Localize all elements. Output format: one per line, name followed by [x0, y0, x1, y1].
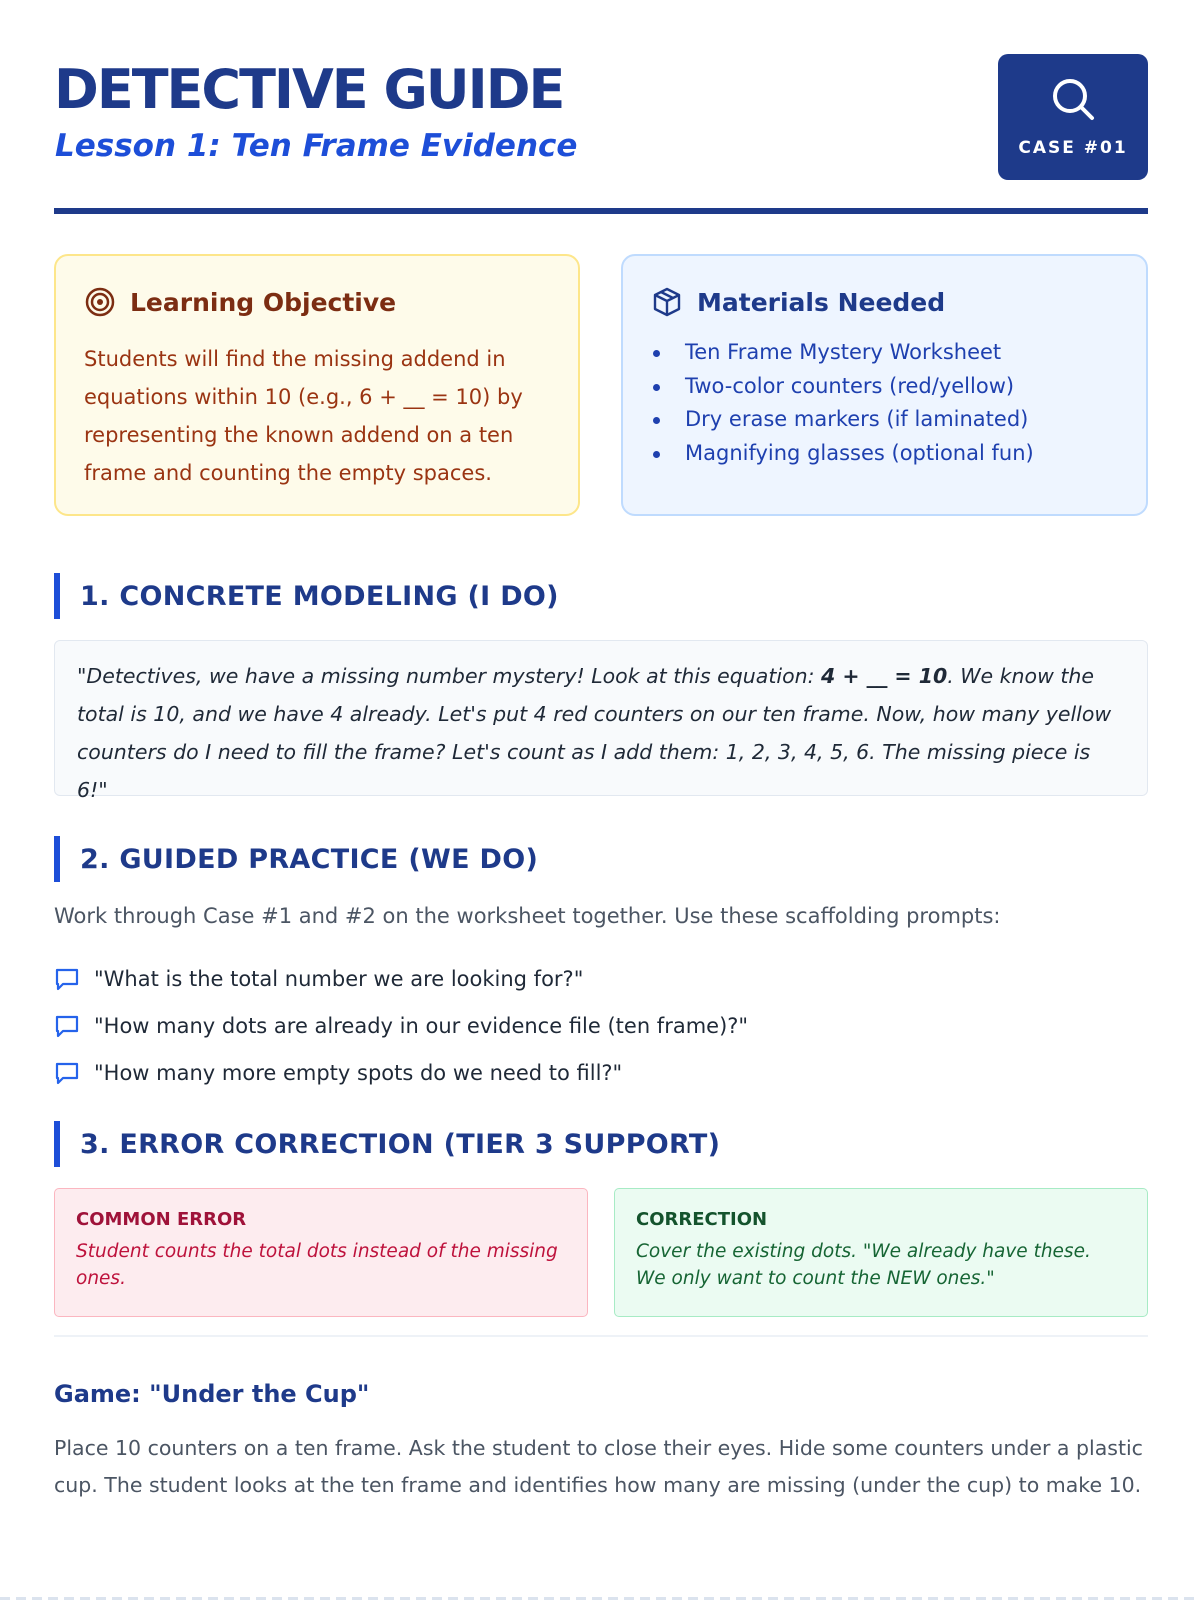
prompt-text: "How many dots are already in our evidence file (ten frame)?"	[94, 1013, 749, 1038]
correction-text: Cover the existing dots. "We already have these. We only want to count the NEW ones."	[636, 1241, 1091, 1289]
prompt-list	[54, 955, 748, 1096]
lesson-page	[54, 0, 1148, 1497]
section-divider	[54, 1335, 1148, 1337]
case-number: CASE #01	[1018, 138, 1128, 158]
materials-header	[651, 286, 945, 318]
objective-title: Learning Objective	[130, 287, 397, 317]
guided-intro: Work through Case #1 and #2 on the worksheet together. Use these scaffolding prompts:	[54, 904, 1001, 928]
script-equation: 4 + __ = 10	[821, 664, 948, 688]
section-heading-concrete	[54, 573, 559, 619]
script-text-before: "Detectives, we have a missing number mystery! Look at this equation:	[77, 664, 822, 688]
script-text-after: . We know the total is 10, and we have 4 already. Let's put 4 red counters on our ten frame. Now, how many yellow counters do I need to fill the frame? Let's count as I add them: 1, 2, 3, 4, 5, 6. The missing piece is 6!"	[77, 664, 1112, 802]
section-title: 3. ERROR CORRECTION (TIER 3 SUPPORT)	[80, 1128, 721, 1160]
teacher-script-box	[54, 640, 1148, 802]
common-error-text: Student counts the total dots instead of the missing ones.	[76, 1241, 558, 1289]
section-title: 2. GUIDED PRACTICE (WE DO)	[80, 843, 539, 875]
speech-bubble-icon	[54, 1013, 80, 1039]
learning-objective-card	[54, 254, 580, 516]
case-badge	[998, 54, 1148, 180]
list-item	[54, 1049, 748, 1096]
list-item: Two-color counters (red/yellow)	[653, 370, 1034, 404]
teacher-script	[77, 657, 1125, 809]
lesson-subtitle: Lesson 1: Ten Frame Evidence	[55, 128, 578, 164]
list-item	[54, 955, 748, 1002]
common-error-label: COMMON ERROR	[76, 1209, 247, 1230]
section-heading-errors	[54, 1121, 720, 1167]
list-item: Magnifying glasses (optional fun)	[653, 437, 1034, 471]
section-heading-guided	[54, 836, 538, 882]
game-text: Place 10 counters on a ten frame. Ask the student to close their eyes. Hide some counters under a plastic cup. The student looks at the ten frame and identifies how many are missing (under the cup) to make 10.	[54, 1436, 1143, 1497]
correction-box	[614, 1188, 1148, 1317]
correction-label: CORRECTION	[636, 1209, 768, 1230]
objective-text: Students will find the missing addend in equations within 10 (e.g., 6 + __ = 10) by representing the known addend on a ten frame and counting the empty spaces.	[84, 347, 523, 485]
objective-header	[84, 286, 396, 318]
speech-bubble-icon	[54, 966, 80, 992]
list-item: Dry erase markers (if laminated)	[653, 403, 1034, 437]
section-title: 1. CONCRETE MODELING (I DO)	[80, 580, 559, 612]
list-item	[54, 1002, 748, 1049]
materials-card	[621, 254, 1148, 516]
box-icon	[651, 286, 683, 318]
common-error-box	[54, 1188, 588, 1317]
page-title: DETECTIVE GUIDE	[54, 58, 564, 121]
header-divider	[54, 208, 1148, 214]
game-title: Game: "Under the Cup"	[54, 1380, 370, 1408]
speech-bubble-icon	[54, 1060, 80, 1086]
materials-title: Materials Needed	[697, 287, 946, 317]
list-item: Ten Frame Mystery Worksheet	[653, 336, 1034, 370]
materials-list	[653, 336, 1034, 470]
prompt-text: "How many more empty spots do we need to fill?"	[94, 1060, 623, 1085]
target-icon	[84, 286, 116, 318]
prompt-text: "What is the total number we are looking for?"	[94, 966, 584, 991]
page-header	[54, 0, 1148, 216]
search-icon	[1050, 76, 1096, 122]
